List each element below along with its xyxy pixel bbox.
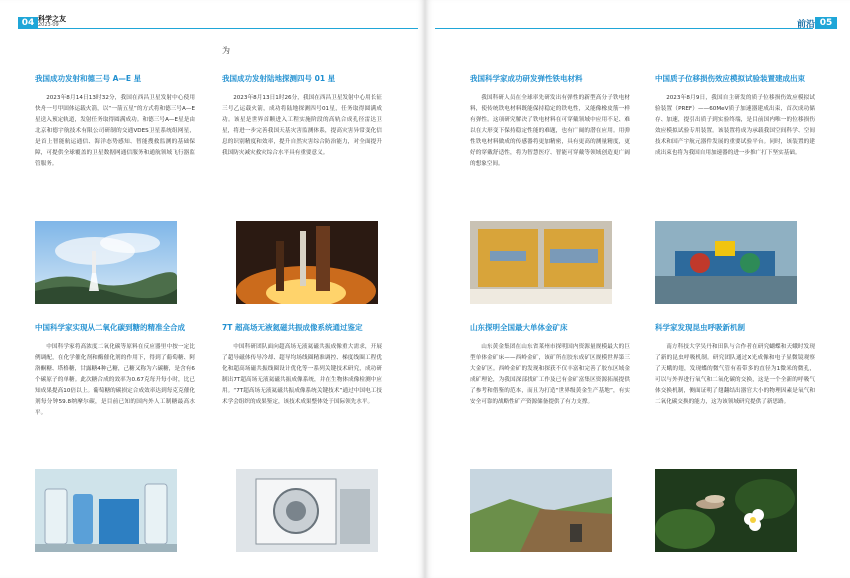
article-title: 我国成功发射和德三号 A—E 星	[35, 74, 142, 83]
section-title-right: 前沿	[797, 20, 816, 30]
moth-flower-image	[655, 469, 797, 552]
article-title: 我国科学家成功研发弹性铁电材料	[470, 74, 583, 83]
article-title: 山东探明全国最大单体金矿床	[470, 323, 568, 332]
ferroelectric-material-image	[470, 221, 612, 304]
header-rule-right	[435, 28, 813, 29]
right-page	[425, 0, 850, 578]
article-gold-mine	[470, 323, 630, 408]
article-insect-respiration	[655, 323, 815, 408]
lab-bottles-image	[35, 469, 177, 552]
article-co2-sugar	[35, 323, 195, 419]
issue-label: 2023·09	[38, 22, 59, 28]
article-title: 我国成功发射陆地探测四号 01 星	[222, 74, 336, 83]
article-7t-mri	[222, 323, 382, 408]
article-body: 中国科研团队面向超高场无液氦磁共振成像重大需求，开展了超导磁体传导冷却、超导均场线圈精准调控、梯度线圈工程优化和超高场磁共振线圈设计优化等一系列关键技术研究，成功研制出7T超高场无液氦磁共振成像系统，并在生物体成像检测中应用。“7T超高场无液氦磁共振成像系统关键技术”通过中国电工技术学会组织的成果鉴定，该技术成果整体处于国际领先水平。	[222, 344, 382, 405]
page-number-left: 04	[18, 17, 38, 29]
gold-mine-landscape-image	[470, 469, 612, 552]
proton-accelerator-image	[655, 221, 797, 304]
article-title: 中国质子位移损伤效应模拟试验装置建成出束	[655, 74, 805, 83]
article-body: 中国科学家将高浓度二氧化碳等原料在反应器里中按一定比例调配，在化学催化剂和酶催化剂的作用下，得到了葡萄糖、阿洛酮糖、塔格糖，甘露糖4种己糖，己糖又称为六碳糖，是含有6个碳原子的单糖。此次糖合成的效率为0.67克每升每小时，比已知成果提高10倍以上。葡萄糖的碳损定合成效率达到每克克催化剂每分钟59.8纳摩尔碳，是目前已知的国内外人工制糖最高水平。	[35, 344, 195, 416]
rocket-launch-image	[35, 221, 177, 304]
stray-mark: 为	[222, 46, 230, 55]
page-number-right: 05	[815, 17, 837, 29]
article-proton-device	[655, 74, 815, 159]
article-title: 科学家发现昆虫呼吸新机制	[655, 323, 745, 332]
article-body: 2023年8月9日，我国自主研发的质子位移损伤效应模拟试验装置（PREF）——60MeV质子加速器建成出束，首次成功储存、加速，提引出质子到实验终端，是目前国内唯一的位移损伤效应模拟试验专用装置。该装置将成为承载我国空间科学、空间技术和国产宇航元器件发展的重要试验平台。同时，该装置的建成出束也将为我国自用加速器的进一步推广打下坚实基础。	[655, 95, 815, 156]
mri-equipment-image	[236, 469, 378, 552]
article-hede-satellite	[35, 74, 195, 170]
night-rocket-launch-image	[236, 221, 378, 304]
article-body: 2023年8月14日13时32分，我国在西昌卫星发射中心使用快舟一号甲固体运载火箭，以“一箭五星”的方式将和德三号A—E星送入预定轨道，发射任务取得圆满成功。和德三号A—E星是由北京和德宇航技术有限公司研制的交通VDES卫星系统组网星，是首上智能航运通信、海洋态势感知、智能搜救监测的基础保障，可提供全球覆盖的卫星数据网通信服务和通航领域飞行器监管服务。	[35, 95, 195, 167]
section-title-left: 科学之友	[38, 15, 66, 23]
article-title: 中国科学家实现从二氧化碳到糖的精准全合成	[35, 323, 185, 332]
header-rule-left	[38, 28, 418, 29]
article-body: 南方科技大学吴丹和田队与合作者在研究蝴蝶和天蛾时发现了新的昆虫呼吸机制。研究团队通过X光成像和电子显微镜观察了天蛾的翅，发现蝶的微气管有着带多的直径为1微米的微孔，可以与外界进行氧气和二氧化碳的交换，这是一个全新的呼吸气体交换机制，侧面证明了翅翻结出器官大小的物理因素是氧气和二氧化碳交换的能力，这为该领域研究提供了新思路。	[655, 344, 815, 405]
article-body: 山东黄金集团在山东省莱州市探明国内资源量规模最大的巨型单体金矿床——西岭金矿，该矿所在胶东成矿区规模世界第三大金矿区。西岭金矿的发现和探获不仅丰富和完善了胶东区域金成矿理论，为我国深部找矿工作及已有金矿富集区资源拓展提供了参考和借鉴的范本，而且为打造“世界级黄金生产基地”，有实安全可靠的战略性矿产资源储备提供了有力支撑。	[470, 344, 630, 405]
article-title: 7T 超高场无液氦磁共振成像系统通过鉴定	[222, 323, 363, 332]
article-land-detection-satellite	[222, 74, 382, 159]
article-body: 2023年8月13日1时26分，我国在西昌卫星发射中心用长征三号乙运载火箭，成功将陆地探测四号01星，任务取得圆满成功。该星是世界首颗进入工程实施阶段的高轨合成孔径雷达卫星，将进一步完善我国天基灾害监测体系，提高灾害异常变化信息的识别精度和效率，提升自然灾害综合防治能力，对全面提升我国防灾减灾救灾综合水平具有重要意义。	[222, 95, 382, 156]
article-body: 我国科研人员在全球率先研发出有弹性的新型高分子铁电材料，使传统铁电材料既能保持稳定的铁电性，又能像橡皮筋一样有弹性。这项研究解决了铁电材料在可穿戴领域中应用不足、难以在大形变下保持稳定性能的难题，也有广阔的潜在应用。用弹性铁电材料做成的传感器将更加精密，具有更高的测量精度，更好的穿戴舒适性，将为智慧医疗、智能可穿戴等领域创造更广阔的想象空间。	[470, 95, 630, 167]
article-elastic-ferroelectric	[470, 74, 630, 170]
